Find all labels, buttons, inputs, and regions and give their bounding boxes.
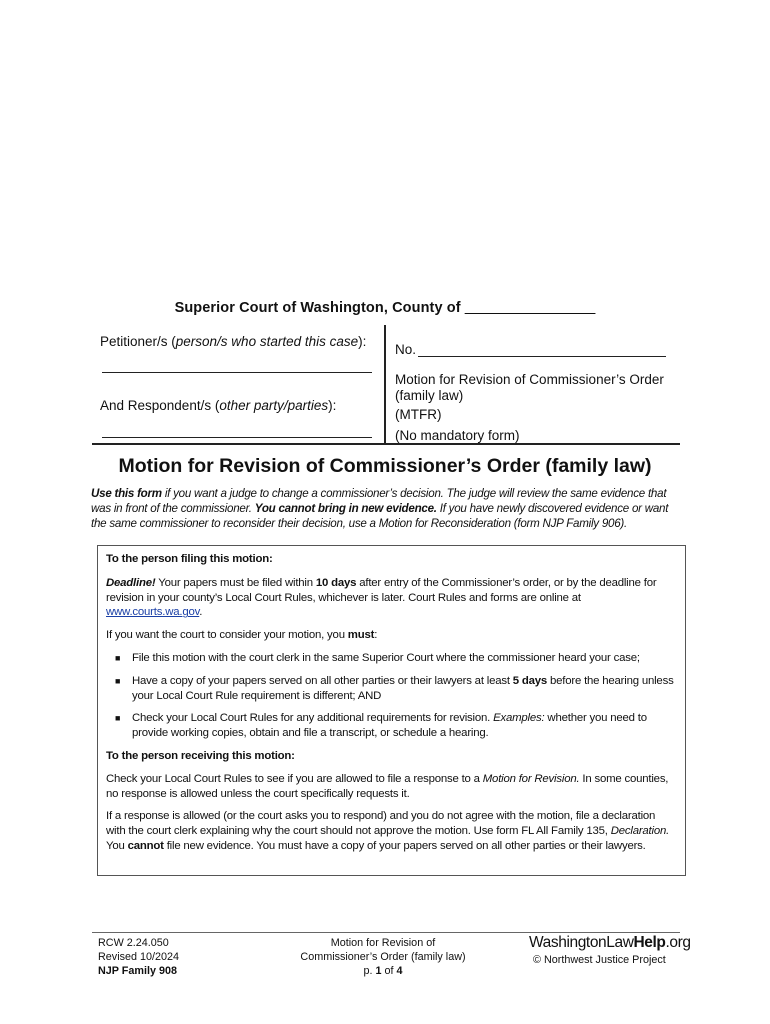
- petitioner-label-suffix: ):: [358, 334, 367, 349]
- respondent-label-italic: other party/parties: [219, 398, 329, 413]
- receiver-p1-text-end: In some counties, no response is allowed unless the court specifically requests it.: [106, 772, 669, 800]
- footer-rcw: RCW 2.24.050: [98, 937, 169, 949]
- petitioner-label: [100, 334, 366, 350]
- page-current: 1: [375, 965, 382, 977]
- caption-vertical-divider: [384, 325, 386, 443]
- list-item-text: Have a copy of your papers served on all other parties or their lawyers at least: [132, 674, 513, 687]
- deadline-days: 10 days: [315, 576, 357, 589]
- page-middle: of: [381, 965, 397, 977]
- list-item-text: File this motion with the court clerk in the same Superior Court where the commissioner heard your case;: [132, 651, 640, 664]
- receiver-heading: To the person receiving this motion:: [106, 749, 295, 762]
- list-item-days: 5 days: [512, 674, 548, 687]
- petitioner-label-prefix: Petitioner/s (: [100, 334, 176, 349]
- deadline-text-1: Your papers must be filed within: [155, 576, 316, 589]
- receiver-p2-cannot: cannot: [127, 839, 164, 852]
- footer-center: [272, 936, 494, 978]
- deadline-paragraph: [106, 576, 677, 620]
- mandatory-note: (No mandatory form): [395, 428, 520, 443]
- intro-emphasis: You cannot bring in new evidence.: [254, 502, 437, 515]
- list-item-text-end: before the hearing unless your Local Court Rule requirement is different; AND: [132, 674, 674, 702]
- bullet-icon: ■: [115, 652, 121, 663]
- consider-end: :: [374, 629, 378, 642]
- footer-page-number: [272, 964, 494, 978]
- respondent-label-prefix: And Respondent/s (: [100, 398, 220, 413]
- case-number-label: No.: [395, 342, 417, 357]
- case-number-line[interactable]: [418, 356, 666, 357]
- footer-form-title-2: Commissioner’s Order (family law): [300, 951, 466, 963]
- logo-part3: .org: [665, 934, 691, 951]
- deadline-label: Deadline!: [106, 576, 156, 589]
- petitioner-name-line[interactable]: [102, 372, 372, 373]
- doc-title-line1: Motion for Revision of Commissioner’s Order: [395, 372, 664, 387]
- intro-part2: If you have newly discovered evidence or want the same commissioner to reconsider their decision, use a Motion for Reconsideration (form NJP Family 906).: [91, 502, 669, 530]
- footer-copyright: © Northwest Justice Project: [533, 954, 666, 966]
- page-prefix: p.: [363, 965, 376, 977]
- petitioner-label-italic: person/s who started this case: [175, 334, 359, 349]
- receiver-p2-italic: Declaration.: [610, 825, 670, 838]
- page-title: Motion for Revision of Commissioner’s Order (family law): [118, 455, 652, 477]
- caption-bottom-rule: [92, 443, 680, 445]
- footer-rule: [92, 932, 680, 933]
- respondent-name-line[interactable]: [102, 437, 372, 438]
- page-total: 4: [396, 965, 403, 977]
- deadline-text-2: after entry of the Commissioner’s order, or by the deadline for revision in your county’s Local Court Rules, whichever is later. Court Rules and forms are online at: [106, 576, 657, 604]
- bullet-icon: ■: [115, 675, 121, 686]
- receiver-p2-text: If a response is allowed (or the court asks you to respond) and you do not agree with the motion, file a declaration with the court clerk explaining why the court should not approve the motion. Use form FL All Family 135,: [106, 810, 656, 838]
- receiver-p1-italic: Motion for Revision.: [482, 772, 580, 785]
- instruction-box: [97, 545, 686, 876]
- list-item: [115, 651, 677, 666]
- court-heading-text: Superior Court of Washington, County of: [174, 300, 461, 316]
- receiver-paragraph-1: [106, 772, 677, 802]
- receiver-paragraph-2: [106, 809, 677, 853]
- doc-abbrev: (MTFR): [395, 407, 442, 422]
- footer-revised: Revised 10/2024: [98, 951, 180, 963]
- footer-form-id: NJP Family 908: [98, 965, 178, 977]
- consider-text: If you want the court to consider your motion, you: [106, 629, 348, 642]
- list-item-examples: Examples:: [493, 712, 545, 725]
- list-item: [115, 711, 677, 741]
- respondent-label: [100, 398, 336, 414]
- receiver-p1-text: Check your Local Court Rules to see if you are allowed to file a response to a: [106, 772, 483, 785]
- bullet-icon: ■: [115, 713, 121, 724]
- logo-part2: Help: [633, 934, 666, 951]
- list-item-text: Check your Local Court Rules for any additional requirements for revision.: [132, 712, 494, 725]
- receiver-p2-text-3: file new evidence. You must have a copy of your papers served on all other parties or their lawyers.: [163, 839, 646, 852]
- logo-part1: WashingtonLaw: [529, 934, 634, 951]
- intro-paragraph: [91, 486, 683, 531]
- receiver-p2-text-2: You: [106, 839, 128, 852]
- consider-paragraph: [106, 628, 677, 643]
- filer-heading: To the person filing this motion:: [106, 553, 273, 565]
- requirements-list: [106, 651, 677, 741]
- consider-must: must: [347, 629, 375, 642]
- intro-lead: Use this form: [91, 487, 162, 500]
- doc-title-line2: (family law): [395, 388, 464, 403]
- footer-form-title-1: Motion for Revision of: [330, 937, 436, 949]
- list-item: [115, 674, 677, 704]
- doc-title-block: [395, 372, 664, 404]
- courts-link[interactable]: www.courts.wa.gov: [106, 606, 200, 619]
- intro-part1: if you want a judge to change a commissioner’s decision. The judge will review the same evidence that was in front of the commissioner.: [91, 487, 667, 515]
- county-blank: ________________: [464, 300, 596, 316]
- respondent-label-suffix: ):: [328, 398, 337, 413]
- deadline-end: .: [199, 606, 203, 619]
- washingtonlawhelp-logo: [529, 934, 691, 952]
- court-heading: [0, 300, 770, 316]
- footer-left: [98, 936, 179, 978]
- list-item-text-end: whether you need to provide working copies, obtain and file a transcript, or schedule a hearing.: [132, 712, 647, 740]
